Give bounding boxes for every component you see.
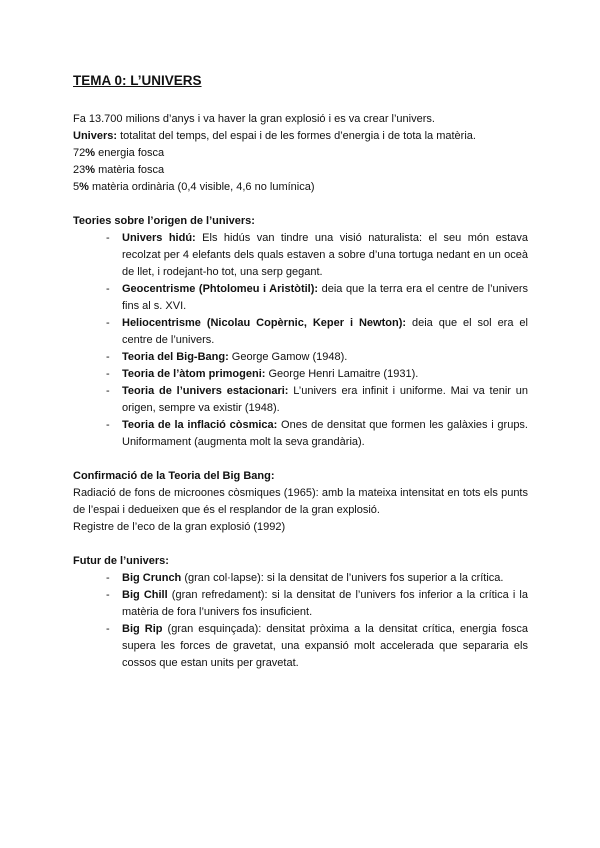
univers-definition (73, 128, 528, 145)
composition-line (73, 145, 528, 162)
list-item (106, 383, 528, 417)
item-text: (gran esquinçada): densitat pròxima a la densitat crítica, energia fosca supera les forces de gravetat, una expansió molt accelerada que separaria els cossos que estan units per gravetat. (122, 623, 528, 669)
composition-text: matèria fosca (95, 164, 165, 176)
list-item (106, 315, 528, 349)
item-term: Big Rip (122, 623, 163, 635)
confirmation-line: Registre de l’eco de la gran explosió (1992) (73, 521, 286, 533)
item-term: Teoria de l’univers estacionari: (122, 385, 289, 397)
list-item (106, 230, 528, 281)
theories-section (73, 213, 528, 451)
item-term: Big Crunch (122, 572, 182, 584)
univers-label: Univers: (73, 130, 118, 142)
list-item (106, 587, 528, 621)
list-item (106, 417, 528, 451)
future-heading: Futur de l’univers: (73, 555, 169, 567)
composition-line (73, 179, 528, 196)
item-text: George Henri Lamaitre (1931). (265, 368, 419, 380)
confirmation-heading: Confirmació de la Teoria del Big Bang: (73, 470, 275, 482)
item-term: Teoria del Big-Bang: (122, 351, 229, 363)
item-term: Teoria de l’àtom primogeni: (122, 368, 266, 380)
composition-text: matèria ordinària (0,4 visible, 4,6 no lumínica) (88, 181, 315, 193)
list-item (106, 570, 528, 587)
composition-line (73, 162, 528, 179)
intro-line: Fa 13.700 milions d’anys i va haver la gran explosió i es va crear l’univers. (73, 113, 435, 125)
item-text: (gran refredament): si la densitat de l’univers fos inferior a la crítica i la matèria de fora l’univers fos insuficient. (122, 589, 528, 618)
list-item (106, 366, 528, 383)
item-term: Heliocentrisme (Nicolau Copèrnic, Keper i Newton): (122, 317, 407, 329)
composition-pct: % (85, 147, 96, 159)
composition-pct: % (85, 164, 96, 176)
item-text: George Gamow (1948). (228, 351, 348, 363)
item-text: Els hidús van tindre una visió naturalista: el seu món estava recolzat per 4 elefants dels quals estaven a sobre d’una tortuga nedant en un oceà de llet, i rodejant-ho tot, una serp gegant. (122, 232, 528, 278)
document-page (73, 72, 528, 672)
item-text: deia que el sol era el centre de l’univers. (122, 317, 528, 346)
list-item (106, 349, 528, 366)
future-list (73, 570, 528, 672)
theories-heading: Teories sobre l’origen de l’univers: (73, 215, 255, 227)
item-text: L’univers era infinit i uniforme. Mai va tenir un origen, sempre va existir (1948). (122, 385, 528, 414)
composition-value: 23 (73, 164, 86, 176)
item-text: (gran col·lapse): si la densitat de l’univers fos superior a la crítica. (181, 572, 504, 584)
page-title: TEMA 0: L’UNIVERS (73, 73, 202, 88)
composition-value: 5 (73, 181, 80, 193)
composition-pct: % (79, 181, 89, 193)
item-term: Big Chill (122, 589, 168, 601)
confirmation-line: Radiació de fons de microones còsmiques (1965): amb la mateixa intensitat en tots els punts de l’espai i dedueixen que és el resplandor de la gran explosió. (73, 487, 528, 516)
univers-def-text: totalitat del temps, del espai i de les formes d’energia i de tota la matèria. (117, 130, 476, 142)
composition-text: energia fosca (95, 147, 165, 159)
confirmation-section (73, 468, 528, 536)
intro-section (73, 111, 528, 196)
item-text: deia que la terra era el centre de l’univers fins al s. XVI. (122, 283, 529, 312)
list-item (106, 281, 528, 315)
future-section (73, 553, 528, 672)
item-term: Univers hidú: (122, 232, 196, 244)
item-term: Teoria de la inflació còsmica: (122, 419, 278, 431)
item-term: Geocentrisme (Phtolomeu i Aristòtil): (122, 283, 319, 295)
theories-list (73, 230, 528, 451)
composition-value: 72 (73, 147, 86, 159)
item-text: Ones de densitat que formen les galàxies i grups. Uniformament (augmenta molt la seva grandària). (122, 419, 528, 448)
list-item (106, 621, 528, 672)
